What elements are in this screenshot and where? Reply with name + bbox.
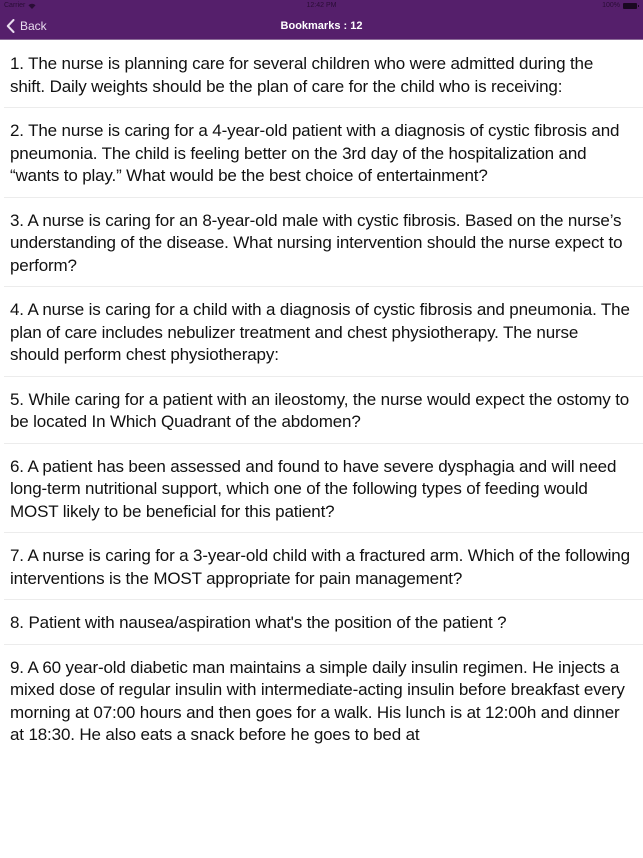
status-time: 12:42 PM — [306, 2, 337, 9]
top-bar — [0, 0, 643, 40]
bookmark-item[interactable]: 8. Patient with nausea/aspiration what's the position of the patient ? — [0, 600, 643, 645]
bookmark-item[interactable]: 9. A 60 year-old diabetic man maintains a simple daily insulin regimen. He injects a mixed dose of regular insulin with intermediate-acting insulin before breakfast every morning at 07:00 hours and then goes for a walk. His lunch is at 12:00h and dinner at 18:30. He also eats a snack before he goes to bed at — [10, 657, 625, 744]
bookmark-item[interactable]: 3. A nurse is caring for an 8-year-old male with cystic fibrosis. Based on the nurse’s understanding of the disease. What nursing intervention should the nurse expect to perform? — [0, 198, 643, 288]
bookmark-list — [0, 41, 643, 757]
status-battery — [602, 0, 637, 12]
carrier-label: Carrier — [4, 2, 26, 9]
back-label: Back — [20, 19, 47, 33]
navigation-bar — [0, 12, 643, 40]
bookmark-item[interactable]: 6. A patient has been assessed and found to have severe dysphagia and will need long-term nutritional support, which one of the following types of feeding would MOST likely to be beneficial for this patient? — [0, 444, 643, 534]
bookmark-item[interactable]: 4. A nurse is caring for a child with a diagnosis of cystic fibrosis and pneumonia. The plan of care includes nebulizer treatment and chest physiotherapy. The nurse should perform chest physiotherapy: — [0, 287, 643, 377]
status-bar — [0, 0, 643, 12]
bookmark-item[interactable]: 1. The nurse is planning care for several children who were admitted during the shift. Daily weights should be the plan of care for the child who is receiving: — [0, 41, 643, 108]
bookmark-item[interactable]: 2. The nurse is caring for a 4-year-old patient with a diagnosis of cystic fibrosis and pneumonia. The child is feeling better on the 3rd day of the hospitalization and “wants to play.” What would be the best choice of entertainment? — [0, 108, 643, 198]
bookmark-item[interactable]: 7. A nurse is caring for a 3-year-old child with a fractured arm. Which of the following interventions is the MOST appropriate for pain management? — [0, 533, 643, 600]
battery-icon — [623, 3, 637, 9]
page-title: Bookmarks : 12 — [280, 20, 363, 32]
bookmark-item[interactable]: 5. While caring for a patient with an ileostomy, the nurse would expect the ostomy to be located In Which Quadrant of the abdomen? — [0, 377, 643, 444]
battery-percent: 100% — [602, 2, 620, 9]
